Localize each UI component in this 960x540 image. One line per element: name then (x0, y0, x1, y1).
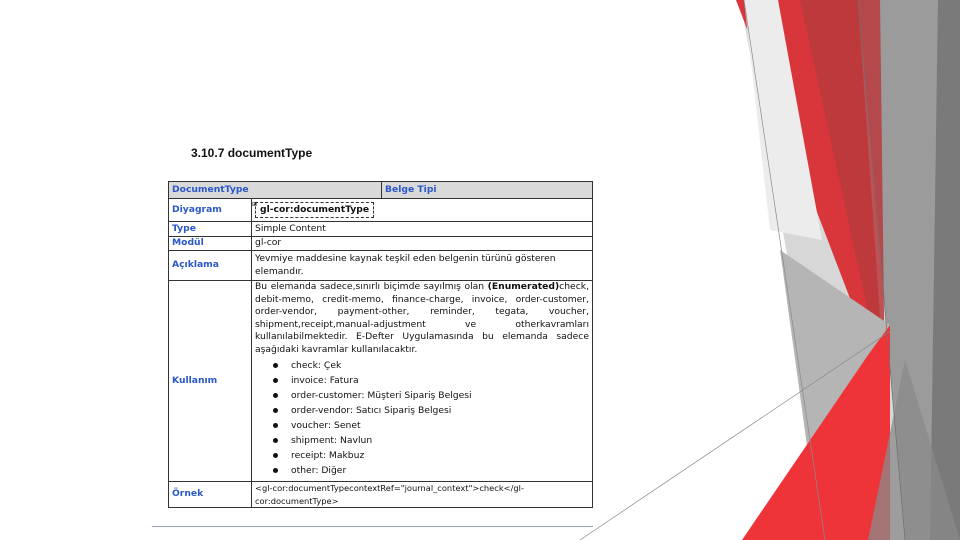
usage-cell (252, 281, 593, 482)
table-row (169, 237, 593, 251)
description-value: Yevmiye maddesine kaynak teşkil eden belgenin türünü gösteren elemandır. (252, 251, 593, 281)
header-name: DocumentType (169, 182, 382, 199)
type-label: Type (169, 222, 252, 237)
spec-table (168, 181, 593, 508)
usage-intro (255, 281, 589, 356)
table-row (169, 222, 593, 237)
usage-list (255, 358, 589, 478)
usage-intro-bold: (Enumerated) (487, 281, 560, 292)
table-header-row (169, 182, 593, 199)
table-row (169, 199, 593, 222)
list-item: order-vendor: Satıcı Sipariş Belgesi (291, 403, 589, 418)
example-label: Örnek (169, 482, 252, 508)
diagram-element-box (252, 200, 374, 219)
header-name-tr: Belge Tipi (382, 182, 593, 199)
list-item: invoice: Fatura (291, 373, 589, 388)
bottom-rule (152, 526, 593, 527)
table-row (169, 251, 593, 281)
module-label: Modül (169, 237, 252, 251)
diagram-value: gl-cor:documentType (260, 203, 370, 215)
list-item: receipt: Makbuz (291, 448, 589, 463)
type-value: Simple Content (252, 222, 593, 237)
table-row (169, 281, 593, 482)
list-item: check: Çek (291, 358, 589, 373)
diagram-cell (252, 199, 593, 222)
diagram-label: Diyagram (169, 199, 252, 222)
list-item: voucher: Senet (291, 418, 589, 433)
list-item: other: Diğer (291, 463, 589, 478)
module-value: gl-cor (252, 237, 593, 251)
list-item: order-customer: Müşteri Sipariş Belgesi (291, 388, 589, 403)
table-row (169, 482, 593, 508)
section-title: 3.10.7 documentType (191, 146, 313, 160)
usage-intro-prefix: Bu elemanda sadece,sınırlı biçimde sayılmış olan (255, 281, 488, 292)
description-label: Açıklama (169, 251, 252, 281)
example-value: <gl-cor:documentTypecontextRef="journal_context">check</gl-cor:documentType> (252, 482, 593, 508)
usage-label: Kullanım (169, 281, 252, 482)
list-item: shipment: Navlun (291, 433, 589, 448)
expand-mark-icon: ⊞ (252, 200, 258, 208)
usage-intro-rest: check, debit-memo, credit-memo, finance-charge, invoice, order-customer, order-vendor, payment-other, reminder, tegata, voucher, shipment,receipt,manual-adjustment ve otherkavramları kullanılabilmektedir. E-Defter Uygulamasında bu elemanda sadece aşağıdaki kavramlar kullanılacaktır. (255, 281, 589, 355)
